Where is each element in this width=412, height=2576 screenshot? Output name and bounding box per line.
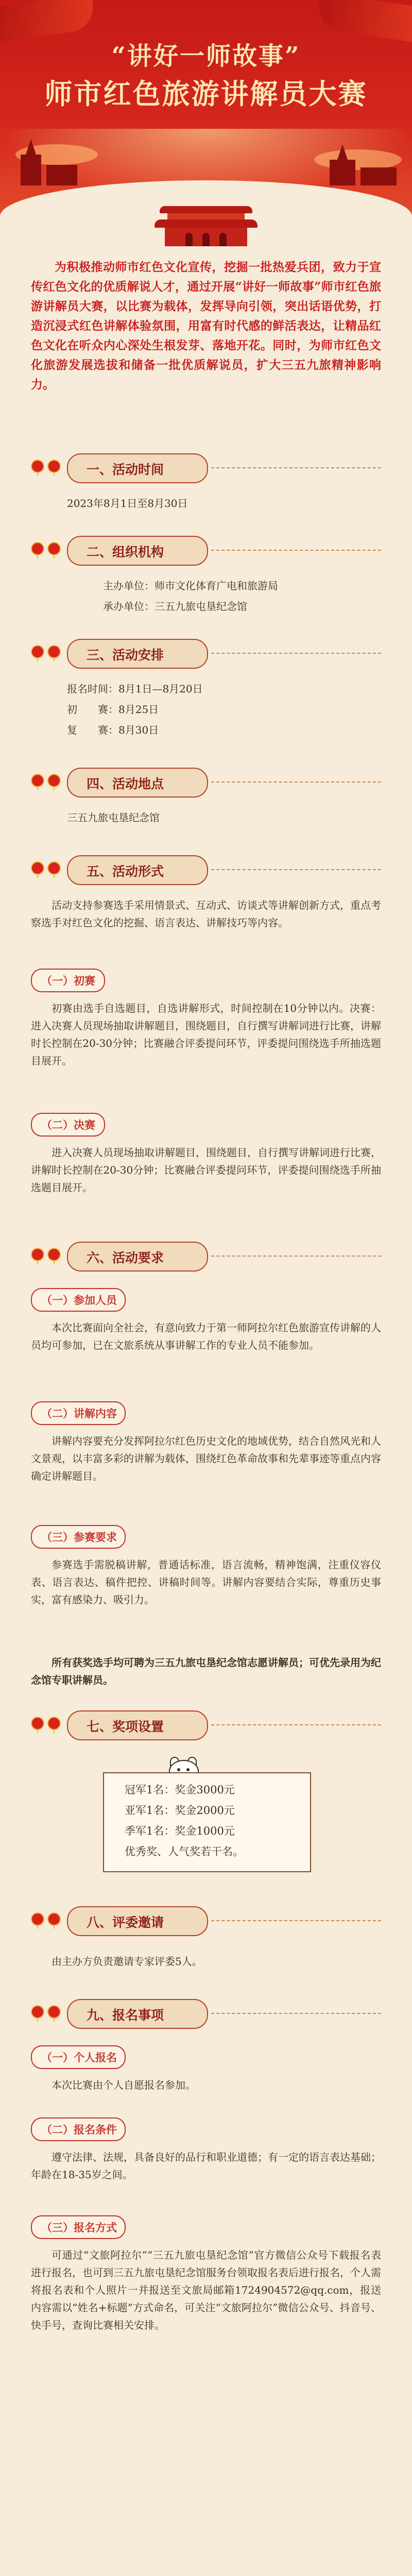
subheading-content: （二）讲解内容 <box>31 1401 126 1425</box>
prelim-description: 初赛由选手自选题目，自选讲解形式，时间控制在10分钟以内。决赛：进入决赛人员现场抽取讲解题目，围绕题目，自行撰写讲解词进行比赛，讲解时长控制在20-30分钟；比赛融合评委提问环节，评委提问围绕选手所抽选题目展开。 <box>31 1002 381 1067</box>
lantern-icon <box>31 645 67 660</box>
signup-period: 报名时间：8月1日—8月20日 <box>67 683 203 695</box>
section-title: 一、活动时间 <box>87 462 164 477</box>
section-title: 九、报名事项 <box>87 2008 164 2023</box>
tiananmen-gate-icon <box>154 206 258 247</box>
subheading-prelim: （一）初赛 <box>31 969 105 992</box>
prelim-date: 初 赛：8月25日 <box>67 703 159 716</box>
section-header-venue <box>31 768 381 795</box>
page-title-line1: “讲好一师故事” <box>111 42 301 71</box>
individual-signup-description: 本次比赛由个人自愿报名参加。 <box>52 2079 196 2091</box>
tower-silhouette <box>26 139 36 155</box>
lantern-icon <box>31 1717 67 1732</box>
section-header-organization <box>31 536 381 564</box>
subheading-participants: （一）参加人员 <box>31 1288 126 1312</box>
section-title: 四、活动地点 <box>87 776 164 791</box>
subheading-eligibility: （二）报名条件 <box>31 2117 126 2141</box>
signup-method-description: 可通过“文旅阿拉尔”“三五九旅屯垦纪念馆”官方微信公众号下载报名表进行报名，也可到三五九旅屯垦纪念馆服务台领取报名表后进行报名，个人需将报名表和个人照片一并报送至文旅局邮箱1724904572@qq.com，报送内容需以“姓名+标题”方式命名，可关注“文旅阿拉尔”微信公众号、抖音号、快手号，查询比赛相关安排。 <box>31 2249 381 2331</box>
tower-silhouette <box>337 144 348 160</box>
section-header-schedule <box>31 639 381 667</box>
final-date: 复 赛：8月30日 <box>67 724 159 736</box>
prize-box <box>103 1772 311 1872</box>
section-title: 二、组织机构 <box>87 545 164 560</box>
building-silhouette <box>21 155 41 185</box>
lantern-icon <box>31 1912 67 1928</box>
subheading-entry-rules: （三）参赛要求 <box>31 1525 126 1549</box>
divider <box>211 467 381 468</box>
judges-description: 由主办方负责邀请专家评委5人。 <box>52 1955 202 1968</box>
divider <box>211 869 381 870</box>
subheading-individual-signup: （一）个人报名 <box>31 2045 126 2069</box>
participants-description: 本次比赛面向全社会，有意向致力于第一师阿拉尔红色旅游宣传讲解的人员均可参加，已在文旅系统从事讲解工作的专业人员不能参加。 <box>31 1321 381 1351</box>
organizer-unit: 承办单位：三五九旅屯垦纪念馆 <box>103 600 247 613</box>
divider <box>211 782 381 783</box>
section-header-registration <box>31 1999 381 2027</box>
divider <box>211 653 381 654</box>
header-banner <box>0 0 412 216</box>
lantern-icon <box>31 774 67 789</box>
format-description: 活动支持参赛选手采用情景式、互动式、访谈式等讲解创新方式，重点考察选手对红色文化的挖掘、语言表达、讲解技巧等内容。 <box>31 899 381 929</box>
host-unit: 主办单位：师市文化体育广电和旅游局 <box>103 580 278 592</box>
section-header-judges <box>31 1906 381 1934</box>
cloud-decoration <box>314 149 402 170</box>
subheading-final: （二）决赛 <box>31 1113 105 1137</box>
event-dates: 2023年8月1日至8月30日 <box>67 497 188 510</box>
award-note: 所有获奖选手均可聘为三五九旅屯垦纪念馆志愿讲解员；可优先录用为纪念馆专职讲解员。 <box>31 1656 381 1686</box>
section-header-format <box>31 855 381 883</box>
eligibility-description: 遵守法律、法规，具备良好的品行和职业道德；有一定的语言表达基础；年龄在18-35岁之间。 <box>31 2151 381 2181</box>
prize-card <box>103 1757 309 1870</box>
intro-paragraph: 为积极推动师市红色文化宣传，挖掘一批热爱兵团，致力于宣传红色文化的优质解说人才，通过开展“讲好一师故事”师市红色旅游讲解员大赛，以比赛为载体，发挥导向引领，突出话语优势，打造沉浸式红色讲解体验氛围，用富有时代感的鲜活表达，让精品红色文化在听众内心深处生根发芽、落地开花。同时，为师市红色文化旅游发展选拔和储备一批优质解说员，扩大三五九旅精神影响力。 <box>31 260 381 392</box>
divider <box>211 1724 381 1725</box>
prize-third: 季军1名：奖金1000元 <box>125 1825 235 1837</box>
lantern-icon <box>31 1248 67 1263</box>
divider <box>211 1256 381 1257</box>
section-header-time <box>31 453 381 481</box>
section-header-requirements <box>31 1242 381 1269</box>
page-title-line2: 师市红色旅游讲解员大赛 <box>44 77 368 110</box>
prize-others: 优秀奖、人气奖若干名。 <box>125 1845 244 1858</box>
building-silhouette <box>46 165 77 185</box>
subheading-signup-method: （三）报名方式 <box>31 2215 126 2239</box>
section-title: 三、活动安排 <box>87 648 164 663</box>
section-title: 七、奖项设置 <box>87 1719 164 1734</box>
divider <box>211 1920 381 1921</box>
building-silhouette <box>360 167 397 185</box>
lantern-icon <box>31 861 67 877</box>
entry-rules-description: 参赛选手需脱稿讲解，普通话标准，语言流畅，精神饱满，注重仪容仪表、语言表达、稿件把控、讲稿时间等。讲解内容要结合实际，尊重历史事实，富有感染力、吸引力。 <box>31 1558 381 1606</box>
divider <box>211 550 381 551</box>
lantern-icon <box>31 460 67 475</box>
prize-second: 亚军1名：奖金2000元 <box>125 1804 235 1817</box>
lantern-icon <box>31 542 67 557</box>
section-title: 八、评委邀请 <box>87 1915 164 1930</box>
prize-first: 冠军1名：奖金3000元 <box>125 1784 235 1796</box>
lantern-icon <box>31 2005 67 2021</box>
divider <box>211 2013 381 2014</box>
section-title: 五、活动形式 <box>87 864 164 879</box>
section-title: 六、活动要求 <box>87 1250 164 1265</box>
building-silhouette <box>330 160 355 185</box>
content-description: 讲解内容要充分发挥阿拉尔红色历史文化的地域优势，结合自然风光和人文景观，以丰富多彩的讲解为载体，围绕红色革命故事和先辈事迹等重点内容确定讲解题目。 <box>31 1435 381 1482</box>
section-header-awards <box>31 1710 381 1738</box>
venue: 三五九旅屯垦纪念馆 <box>67 811 160 824</box>
final-description: 进入决赛人员现场抽取讲解题目，围绕题目，自行撰写讲解词进行比赛，讲解时长控制在20-30分钟；比赛融合评委提问环节，评委提问围绕选手所抽选题目展开。 <box>31 1146 381 1194</box>
